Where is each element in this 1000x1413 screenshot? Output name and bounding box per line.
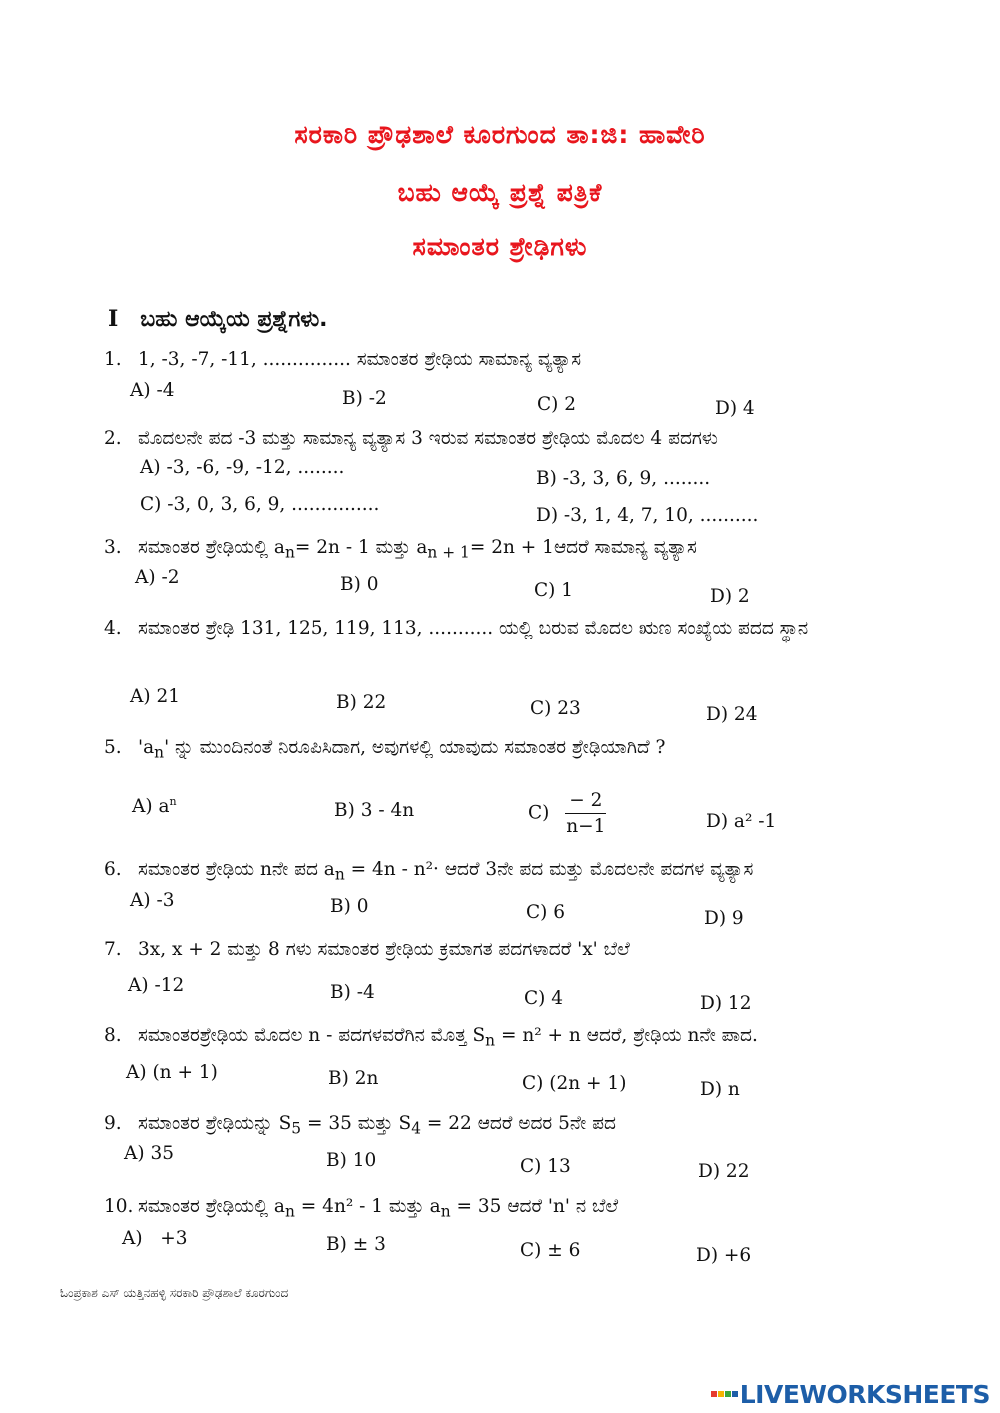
- question-1: 1. 1, -3, -7, -11, ............... ಸಮಾಂತರ ಶ್ರೇಢಿಯ ಸಾಮಾನ್ಯ ವ್ಯತ್ಯಾಸ: [104, 349, 582, 370]
- q3-option-c[interactable]: C) 1: [534, 580, 574, 601]
- q5-option-a[interactable]: A) $a^n$: [132, 795, 177, 818]
- q1-option-b[interactable]: B) -2: [342, 388, 387, 409]
- q7-option-a[interactable]: A) -12: [128, 975, 185, 996]
- q3-option-d[interactable]: D) 2: [710, 586, 750, 607]
- question-10: 10. ಸಮಾಂತರ ಶ್ರೇಢಿಯಲ್ಲಿ $a_n = 4n^2 - 1$ ಮತ್ತು $a_n = 35$ ಆದರೆ 'n' ನ ಬೆಲೆ: [104, 1196, 619, 1221]
- q5-option-d[interactable]: D) a² -1: [706, 811, 777, 832]
- question-text: ಮೊದಲನೇ ಪದ -3 ಮತ್ತು ಸಾಮಾನ್ಯ ವ್ಯತ್ಯಾಸ 3 ಇರುವ ಸಮಾಂತರ ಶ್ರೇಢಿಯ ಮೊದಲ 4 ಪದಗಳು: [138, 428, 718, 449]
- q4-option-d[interactable]: D) 24: [706, 704, 758, 725]
- q6-option-c[interactable]: C) 6: [526, 902, 566, 923]
- q2-option-c[interactable]: C) -3, 0, 3, 6, 9, ...............: [140, 494, 380, 515]
- q6-option-b[interactable]: B) 0: [330, 896, 369, 917]
- brand-icon: [711, 1391, 738, 1397]
- q9-option-a[interactable]: A) 35: [124, 1143, 174, 1164]
- section-number: I: [108, 306, 119, 332]
- school-title: ಸರಕಾರಿ ಪ್ರೌಢಶಾಲೆ ಕೂರಗುಂದ ತಾ:ಜಿ: ಹಾವೇರಿ: [294, 120, 706, 149]
- question-7: 7. 3x, x + 2 ಮತ್ತು 8 ಗಳು ಸಮಾಂತರ ಶ್ರೇಢಿಯ ಕ್ರಮಾಗತ ಪದಗಳಾದರೆ 'x' ಬೆಲೆ: [104, 939, 630, 960]
- q1-option-d[interactable]: D) 4: [715, 398, 755, 419]
- question-text: 3x, x + 2 ಮತ್ತು 8 ಗಳು ಸಮಾಂತರ ಶ್ರೇಢಿಯ ಕ್ರಮಾಗತ ಪದಗಳಾದರೆ 'x' ಬೆಲೆ: [138, 939, 630, 960]
- q1-option-c[interactable]: C) 2: [537, 394, 577, 415]
- question-3: 3. ಸಮಾಂತರ ಶ್ರೇಢಿಯಲ್ಲಿ $a_n= 2n - 1$ ಮತ್ತು $a_{n + 1}= 2n$ + 1ಆದರೆ ಸಾಮಾನ್ಯ ವ್ಯತ್ಯಾಸ: [104, 537, 697, 562]
- q5-option-b[interactable]: B) 3 - 4n: [334, 800, 415, 821]
- fraction: $\frac{- 2}{n-1}$: [566, 790, 606, 837]
- q10-option-c[interactable]: C) ± 6: [520, 1240, 581, 1261]
- q8-option-b[interactable]: B) 2n: [328, 1068, 379, 1089]
- q3-option-a[interactable]: A) -2: [135, 567, 180, 588]
- q10-option-a[interactable]: A) +3: [122, 1228, 188, 1249]
- section-heading: [108, 306, 328, 332]
- q8-option-c[interactable]: C) (2n + 1): [522, 1073, 627, 1094]
- q9-option-d[interactable]: D) 22: [698, 1161, 750, 1182]
- q8-option-a[interactable]: A) (n + 1): [126, 1062, 218, 1083]
- section-title: ಬಹು ಆಯ್ಕೆಯ ಪ್ರಶ್ನೆಗಳು.: [140, 307, 328, 332]
- q4-option-b[interactable]: B) 22: [336, 692, 387, 713]
- q2-option-d[interactable]: D) -3, 1, 4, 7, 10, ..........: [536, 505, 759, 526]
- q4-option-c[interactable]: C) 23: [530, 698, 581, 719]
- question-4: 4. ಸಮಾಂತರ ಶ್ರೇಢಿ 131, 125, 119, 113, ........... ಯಲ್ಲಿ ಬರುವ ಮೊದಲ ಋಣ ಸಂಖ್ಯೆಯ ಪದದ ಸ್ಥಾನ: [104, 618, 809, 639]
- q7-option-c[interactable]: C) 4: [524, 988, 564, 1009]
- q5-option-c[interactable]: C) $\frac{- 2}{n-1}$: [528, 790, 606, 837]
- q1-option-a[interactable]: A) -4: [130, 380, 175, 401]
- q7-option-d[interactable]: D) 12: [700, 993, 752, 1014]
- q7-option-b[interactable]: B) -4: [330, 982, 375, 1003]
- q2-option-b[interactable]: B) -3, 3, 6, 9, ........: [536, 468, 711, 489]
- q9-option-c[interactable]: C) 13: [520, 1156, 571, 1177]
- liveworksheets-logo[interactable]: [711, 1380, 990, 1408]
- author-footer: ಓಂಪ್ರಕಾಶ ಎಸ್ ಯತ್ತಿನಹಳ್ಳಿ ಸರಕಾರಿ ಪ್ರೌಢಶಾಲೆ ಕೂರಗುಂದ: [60, 1286, 289, 1300]
- q8-option-d[interactable]: D) n: [700, 1079, 740, 1100]
- brand-text: LIVEWORKSHEETS: [739, 1379, 990, 1409]
- question-text: 1, -3, -7, -11, ............... ಸಮಾಂತರ ಶ್ರೇಢಿಯ ಸಾಮಾನ್ಯ ವ್ಯತ್ಯಾಸ: [138, 349, 582, 370]
- q2-option-a[interactable]: A) -3, -6, -9, -12, ........: [140, 457, 345, 478]
- q6-option-d[interactable]: D) 9: [704, 908, 744, 929]
- question-9: 9. ಸಮಾಂತರ ಶ್ರೇಢಿಯನ್ನು $S_5 = 35$ ಮತ್ತು $S_4 = 22$ ಆದರೆ ಅದರ 5ನೇ ಪದ: [104, 1113, 616, 1138]
- question-text: ಸಮಾಂತರ ಶ್ರೇಢಿ 131, 125, 119, 113, ........... ಯಲ್ಲಿ ಬರುವ ಮೊದಲ ಋಣ ಸಂಖ್ಯೆಯ ಪದದ ಸ್ಥಾನ: [138, 618, 809, 639]
- topic-title: ಸಮಾಂತರ ಶ್ರೇಢಿಗಳು: [412, 232, 588, 261]
- q4-option-a[interactable]: A) 21: [130, 686, 180, 707]
- question-2: 2. ಮೊದಲನೇ ಪದ -3 ಮತ್ತು ಸಾಮಾನ್ಯ ವ್ಯತ್ಯಾಸ 3 ಇರುವ ಸಮಾಂತರ ಶ್ರೇಢಿಯ ಮೊದಲ 4 ಪದಗಳು: [104, 428, 718, 449]
- q6-option-a[interactable]: A) -3: [130, 890, 175, 911]
- q10-option-d[interactable]: D) +6: [696, 1245, 752, 1266]
- q9-option-b[interactable]: B) 10: [326, 1150, 377, 1171]
- question-8: 8. ಸಮಾಂತರಶ್ರೇಢಿಯ ಮೊದಲ n - ಪದಗಳವರೆಗಿನ ಮೊತ್ತ $S_n = n^2 + n$ ಆದರೆ, ಶ್ರೇಢಿಯ nನೇ ಪಾದ.: [104, 1025, 758, 1050]
- q10-option-b[interactable]: B) ± 3: [326, 1234, 386, 1255]
- question-6: 6. ಸಮಾಂತರ ಶ್ರೇಢಿಯ nನೇ ಪದ $a_n = 4n - n^2\cdot$ ಆದರೆ 3ನೇ ಪದ ಮತ್ತು ಮೊದಲನೇ ಪದಗಳ ವ್ಯತ್ಯಾಸ: [104, 859, 754, 884]
- question-5: 5. '$a_n$' ನ್ನು ಮುಂದಿನಂತೆ ನಿರೂಪಿಸಿದಾಗ, ಅವುಗಳಲ್ಲಿ ಯಾವುದು ಸಮಾಂತರ ಶ್ರೇಢಿಯಾಗಿದೆ ?: [104, 737, 666, 762]
- q3-option-b[interactable]: B) 0: [340, 574, 379, 595]
- paper-title: ಬಹು ಆಯ್ಕೆ ಪ್ರಶ್ನೆ ಪತ್ರಿಕೆ: [397, 178, 603, 207]
